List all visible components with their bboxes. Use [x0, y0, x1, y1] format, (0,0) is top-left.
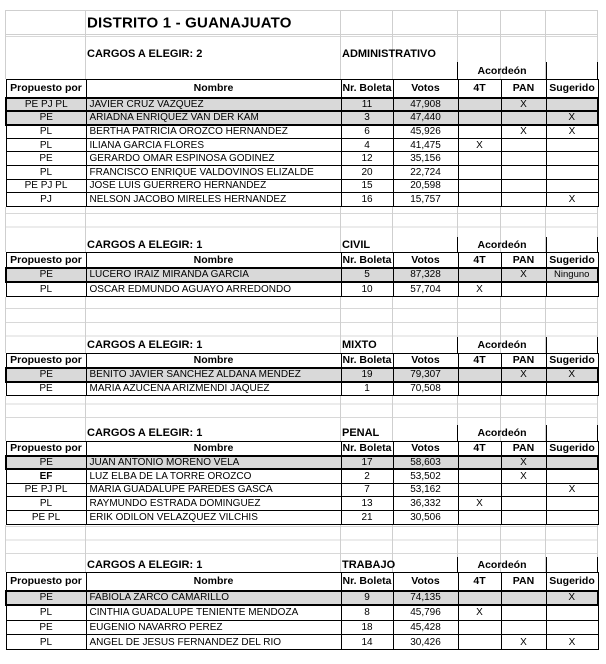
cell-nombre[interactable]: OSCAR EDMUNDO AGUAYO ARREDONDO — [86, 282, 341, 297]
header-row — [6, 354, 598, 368]
column-header-propuesto-por[interactable]: Propuesto por — [6, 253, 86, 268]
cell-propuesto-por[interactable]: PL — [6, 605, 86, 620]
cell-votos[interactable]: 22,724 — [393, 165, 458, 179]
column-header-nr-boleta[interactable]: Nr. Boleta — [341, 573, 393, 591]
cell-nombre[interactable]: JUAN ANTONIO MORENO VELA — [86, 456, 341, 470]
cell-votos[interactable]: 20,598 — [393, 179, 458, 193]
cell-propuesto-por[interactable]: PE — [6, 111, 86, 125]
section-title-row — [5, 557, 598, 572]
cell-pan[interactable]: X — [501, 456, 546, 470]
cell-propuesto-por[interactable]: PE — [6, 368, 86, 382]
header-row — [6, 80, 598, 98]
cell-nombre[interactable]: RAYMUNDO ESTRADA DOMINGUEZ — [86, 497, 341, 511]
section-table — [5, 252, 599, 297]
cell-pan[interactable] — [501, 382, 546, 396]
cell-nr-boleta[interactable]: 13 — [341, 497, 393, 511]
acordeon-header: Acordeón — [457, 425, 547, 441]
cell-pan[interactable]: X — [501, 98, 546, 112]
cell-votos[interactable]: 47,908 — [393, 98, 458, 112]
cell-nr-boleta[interactable]: 2 — [341, 469, 393, 483]
cell-nombre[interactable]: ARIADNA ENRIQUEZ VAN DER KAM — [86, 111, 341, 125]
column-header-votos[interactable]: Votos — [393, 253, 458, 268]
cell-sugerido[interactable] — [546, 98, 598, 112]
column-header-nr-boleta[interactable]: Nr. Boleta — [342, 253, 392, 266]
cell-sugerido[interactable]: X — [546, 635, 598, 650]
cell-propuesto-por[interactable]: PE PJ PL — [6, 483, 86, 497]
cell-nombre[interactable]: ERIK ODILON VELAZQUEZ VILCHIS — [86, 511, 341, 525]
column-header-nombre[interactable]: Nombre — [86, 80, 341, 98]
cell-4t[interactable] — [458, 125, 501, 139]
candidate-row — [6, 138, 598, 152]
cell-nr-boleta[interactable]: 1 — [341, 382, 393, 396]
cell-nombre[interactable]: ANGEL DE JESUS FERNANDEZ DEL RIO — [86, 635, 341, 650]
cell-4t[interactable]: X — [458, 282, 501, 297]
section-category-label: TRABAJO — [342, 558, 396, 571]
section-title-row — [5, 425, 598, 441]
cargos-a-elegir-label: CARGOS A ELEGIR: 1 — [87, 339, 203, 351]
cell-nombre[interactable]: NELSON JACOBO MIRELES HERNANDEZ — [86, 193, 341, 207]
cell-sugerido[interactable]: Ninguno — [546, 268, 598, 283]
section-table — [5, 441, 599, 525]
candidate-row — [6, 179, 598, 193]
cell-4t[interactable] — [458, 382, 501, 396]
candidate-row — [6, 165, 598, 179]
sheet-title: DISTRITO 1 - GUANAJUATO — [87, 14, 292, 31]
cell-propuesto-por[interactable]: EF — [6, 469, 86, 483]
cell-nr-boleta[interactable]: 17 — [341, 456, 393, 470]
cargos-a-elegir-label: CARGOS A ELEGIR: 1 — [87, 238, 203, 251]
cell-pan[interactable] — [501, 152, 546, 166]
cell-nr-boleta[interactable]: 9 — [341, 591, 393, 606]
cell-pan[interactable] — [501, 497, 546, 511]
cell-nombre[interactable]: BERTHA PATRICIA OROZCO HERNANDEZ — [86, 125, 341, 139]
cell-nr-boleta[interactable]: 12 — [341, 152, 393, 166]
cell-votos[interactable]: 58,603 — [393, 456, 458, 470]
cell-nombre[interactable]: ILIANA GARCIA FLORES — [86, 138, 341, 152]
column-header-4t[interactable]: 4T — [458, 442, 501, 456]
cell-votos[interactable]: 87,328 — [393, 268, 458, 283]
cell-propuesto-por[interactable]: PL — [6, 497, 86, 511]
cell-propuesto-por[interactable]: PL — [6, 138, 86, 152]
column-header-pan[interactable]: PAN — [501, 80, 546, 98]
cell-votos[interactable]: 47,440 — [393, 111, 458, 125]
column-header-votos[interactable]: Votos — [393, 573, 458, 591]
section-table — [5, 353, 599, 396]
candidate-row — [6, 98, 598, 112]
cell-4t[interactable] — [458, 591, 501, 606]
candidate-row — [6, 483, 598, 497]
cell-votos[interactable]: 79,307 — [393, 368, 458, 382]
cell-sugerido[interactable] — [546, 620, 598, 635]
cell-propuesto-por[interactable]: PE PJ PL — [6, 179, 86, 193]
column-header-nr-boleta[interactable]: Nr. Boleta — [342, 354, 392, 367]
cell-4t[interactable] — [458, 368, 501, 382]
cell-propuesto-por[interactable]: PE — [6, 456, 86, 470]
cell-nombre[interactable]: MARIA GUADALUPE PAREDES GASCA — [86, 483, 341, 497]
cell-votos[interactable]: 45,926 — [393, 125, 458, 139]
cell-votos[interactable]: 35,156 — [393, 152, 458, 166]
column-header-pan[interactable]: PAN — [501, 442, 546, 456]
cell-4t[interactable] — [458, 179, 501, 193]
section-category-label: MIXTO — [342, 339, 377, 351]
candidate-row — [6, 152, 598, 166]
cell-propuesto-por[interactable]: PL — [6, 165, 86, 179]
column-header-propuesto-por[interactable]: Propuesto por — [6, 573, 86, 591]
column-header-4t[interactable]: 4T — [458, 573, 501, 591]
cell-pan[interactable] — [501, 483, 546, 497]
cell-4t[interactable] — [458, 268, 501, 283]
cell-4t[interactable]: X — [458, 605, 501, 620]
cell-propuesto-por[interactable]: PE PL — [6, 511, 86, 525]
acordeon-header: Acordeón — [457, 557, 547, 572]
column-header-nr-boleta[interactable]: Nr. Boleta — [341, 80, 393, 98]
cell-votos[interactable]: 70,508 — [393, 382, 458, 396]
cell-4t[interactable] — [458, 635, 501, 650]
cell-4t[interactable] — [458, 165, 501, 179]
column-header-votos[interactable]: Votos — [393, 80, 458, 98]
candidate-row — [6, 511, 598, 525]
cell-votos[interactable]: 74,135 — [393, 591, 458, 606]
column-header-4t[interactable]: 4T — [458, 253, 501, 268]
cell-propuesto-por[interactable]: PJ — [6, 193, 86, 207]
cell-nr-boleta[interactable]: 3 — [341, 111, 393, 125]
cell-nr-boleta[interactable]: 18 — [341, 620, 393, 635]
candidate-row — [6, 635, 598, 650]
cell-4t[interactable] — [458, 152, 501, 166]
cell-propuesto-por[interactable]: PE — [6, 268, 86, 283]
cell-pan[interactable] — [501, 138, 546, 152]
column-header-pan[interactable]: PAN — [501, 253, 546, 268]
cell-votos[interactable]: 53,502 — [393, 469, 458, 483]
cell-propuesto-por[interactable]: PE PJ PL — [6, 98, 86, 112]
column-header-propuesto-por[interactable]: Propuesto por — [6, 80, 86, 98]
cell-nombre[interactable]: FRANCISCO ENRIQUE VALDOVINOS ELIZALDE — [86, 165, 341, 179]
column-header-nr-boleta[interactable]: Nr. Boleta — [342, 442, 392, 455]
cell-4t[interactable]: X — [458, 138, 501, 152]
candidate-row — [6, 111, 598, 125]
cell-pan[interactable]: X — [501, 268, 546, 283]
cell-pan[interactable]: X — [501, 635, 546, 650]
cell-sugerido[interactable]: X — [546, 483, 598, 497]
cell-4t[interactable] — [458, 469, 501, 483]
cell-propuesto-por[interactable]: PL — [6, 282, 86, 297]
cell-nombre[interactable]: LUZ ELBA DE LA TORRE OROZCO — [86, 469, 341, 483]
cell-nombre[interactable]: MARIA AZUCENA ARIZMENDI JAQUEZ — [86, 382, 341, 396]
section-title-row — [5, 337, 598, 353]
cell-nr-boleta[interactable]: 20 — [341, 165, 393, 179]
cell-pan[interactable]: X — [501, 368, 546, 382]
cell-sugerido[interactable]: X — [546, 125, 598, 139]
cell-sugerido[interactable] — [546, 382, 598, 396]
cell-4t[interactable] — [458, 111, 501, 125]
column-header-nombre[interactable]: Nombre — [86, 573, 341, 591]
cell-nombre[interactable]: BENITO JAVIER SANCHEZ ALDANA MENDEZ — [86, 368, 341, 382]
sugerido-box — [545, 425, 598, 441]
column-header-nombre[interactable]: Nombre — [86, 354, 341, 368]
section-table — [5, 79, 599, 207]
cell-sugerido[interactable]: X — [546, 193, 598, 207]
cell-votos[interactable]: 36,332 — [393, 497, 458, 511]
column-header-sugerido[interactable]: Sugerido — [546, 573, 598, 591]
column-header-pan[interactable]: PAN — [501, 573, 546, 591]
cargos-a-elegir-label: CARGOS A ELEGIR: 1 — [87, 427, 203, 439]
cell-4t[interactable] — [458, 511, 501, 525]
cell-nr-boleta[interactable]: 8 — [341, 605, 393, 620]
column-header-4t[interactable]: 4T — [458, 354, 501, 368]
cell-nombre[interactable]: LUCERO IRAIZ MIRANDA GARCIA — [86, 268, 341, 283]
cell-pan[interactable] — [501, 111, 546, 125]
column-header-propuesto-por[interactable]: Propuesto por — [6, 354, 86, 368]
column-header-4t[interactable]: 4T — [458, 80, 501, 98]
cell-propuesto-por[interactable]: PL — [6, 635, 86, 650]
cargos-a-elegir-label: CARGOS A ELEGIR: 1 — [87, 558, 203, 571]
cell-nr-boleta[interactable]: 16 — [341, 193, 393, 207]
cell-propuesto-por[interactable]: PE — [6, 591, 86, 606]
candidate-row — [6, 469, 598, 483]
cell-propuesto-por[interactable]: PL — [6, 125, 86, 139]
column-header-nombre[interactable]: Nombre — [86, 442, 341, 456]
cell-pan[interactable]: X — [501, 469, 546, 483]
candidate-row — [6, 382, 598, 396]
acordeon-row — [5, 62, 598, 79]
column-header-votos[interactable]: Votos — [393, 354, 458, 368]
column-header-sugerido[interactable]: Sugerido — [546, 354, 598, 368]
cell-nombre[interactable]: EUGENIO NAVARRO PEREZ — [86, 620, 341, 635]
candidate-row — [6, 456, 598, 470]
column-header-propuesto-por[interactable]: Propuesto por — [6, 442, 86, 456]
cell-pan[interactable]: X — [501, 125, 546, 139]
candidate-row — [6, 497, 598, 511]
cell-propuesto-por[interactable]: PE — [6, 620, 86, 635]
cell-sugerido[interactable]: X — [546, 368, 598, 382]
cell-sugerido[interactable]: X — [546, 591, 598, 606]
cell-sugerido[interactable] — [546, 152, 598, 166]
cell-sugerido[interactable] — [546, 497, 598, 511]
cell-pan[interactable] — [501, 165, 546, 179]
cell-nr-boleta[interactable]: 5 — [341, 268, 393, 283]
candidate-row — [6, 125, 598, 139]
cell-sugerido[interactable] — [546, 469, 598, 483]
sugerido-box — [545, 237, 598, 252]
cell-votos[interactable]: 30,506 — [393, 511, 458, 525]
cell-pan[interactable] — [501, 511, 546, 525]
cell-4t[interactable] — [458, 193, 501, 207]
column-header-nombre[interactable]: Nombre — [86, 253, 341, 268]
candidate-row — [6, 193, 598, 207]
section-title-row — [5, 46, 598, 63]
column-header-votos[interactable]: Votos — [393, 442, 458, 456]
cell-nombre[interactable]: JOSE LUIS GUERRERO HERNANDEZ — [86, 179, 341, 193]
cell-votos[interactable]: 30,426 — [393, 635, 458, 650]
cell-4t[interactable] — [458, 456, 501, 470]
sugerido-box — [545, 62, 598, 79]
cell-nombre[interactable]: GERARDO OMAR ESPINOSA GODINEZ — [86, 152, 341, 166]
acordeon-header: Acordeón — [457, 237, 547, 252]
sugerido-box — [545, 337, 598, 353]
cell-nr-boleta[interactable]: 14 — [341, 635, 393, 650]
cell-nr-boleta[interactable]: 11 — [341, 98, 393, 112]
cell-nr-boleta[interactable]: 19 — [341, 368, 393, 382]
cell-sugerido[interactable] — [546, 179, 598, 193]
cell-sugerido[interactable] — [546, 165, 598, 179]
candidate-row — [6, 620, 598, 635]
cell-sugerido[interactable] — [546, 138, 598, 152]
cell-nombre[interactable]: FABIOLA ZARCO CAMARILLO — [86, 591, 341, 606]
cell-propuesto-por[interactable]: PE — [6, 382, 86, 396]
cell-votos[interactable]: 45,796 — [393, 605, 458, 620]
candidate-row — [6, 605, 598, 620]
cell-sugerido[interactable] — [546, 605, 598, 620]
cell-nr-boleta[interactable]: 7 — [341, 483, 393, 497]
header-row — [6, 442, 598, 456]
cell-4t[interactable] — [458, 98, 501, 112]
section-category-label: PENAL — [342, 427, 380, 439]
cell-votos[interactable]: 41,475 — [393, 138, 458, 152]
cell-nombre[interactable]: JAVIER CRUZ VAZQUEZ — [86, 98, 341, 112]
cell-pan[interactable] — [501, 193, 546, 207]
acordeon-header: Acordeón — [457, 337, 547, 353]
cell-sugerido[interactable] — [546, 511, 598, 525]
cell-pan[interactable] — [501, 620, 546, 635]
sheet-title-row — [5, 10, 598, 35]
cell-pan[interactable] — [501, 605, 546, 620]
cell-nr-boleta[interactable]: 4 — [341, 138, 393, 152]
cell-nr-boleta[interactable]: 10 — [341, 282, 393, 297]
candidate-row — [6, 268, 598, 283]
cell-4t[interactable]: X — [458, 497, 501, 511]
section-title-row — [5, 237, 598, 252]
cell-pan[interactable] — [501, 179, 546, 193]
cell-propuesto-por[interactable]: PE — [6, 152, 86, 166]
cell-4t[interactable] — [458, 620, 501, 635]
column-header-sugerido[interactable]: Sugerido — [546, 442, 598, 456]
cell-pan[interactable] — [501, 282, 546, 297]
section-table — [5, 572, 599, 650]
cell-pan[interactable] — [501, 591, 546, 606]
candidate-row — [6, 591, 598, 606]
cell-sugerido[interactable] — [546, 456, 598, 470]
sugerido-box — [545, 557, 598, 572]
acordeon-header: Acordeón — [457, 62, 547, 79]
cell-votos[interactable]: 45,428 — [393, 620, 458, 635]
section-category-label: CIVIL — [342, 238, 371, 251]
cell-nr-boleta[interactable]: 6 — [341, 125, 393, 139]
cell-nr-boleta[interactable]: 15 — [341, 179, 393, 193]
column-header-sugerido[interactable]: Sugerido — [546, 80, 598, 98]
cargos-a-elegir-label: CARGOS A ELEGIR: 2 — [87, 48, 203, 60]
cell-sugerido[interactable] — [546, 282, 598, 297]
cell-nombre[interactable]: CINTHIA GUADALUPE TENIENTE MENDOZA — [86, 605, 341, 620]
candidate-row — [6, 282, 598, 297]
cell-sugerido[interactable]: X — [546, 111, 598, 125]
cell-nr-boleta[interactable]: 21 — [341, 511, 393, 525]
cell-votos[interactable]: 57,704 — [393, 282, 458, 297]
header-row — [6, 253, 598, 268]
cell-4t[interactable] — [458, 483, 501, 497]
column-header-pan[interactable]: PAN — [501, 354, 546, 368]
candidate-row — [6, 368, 598, 382]
column-header-sugerido[interactable]: Sugerido — [546, 253, 598, 268]
section-category-label: ADMINISTRATIVO — [342, 48, 436, 60]
header-row — [6, 573, 598, 591]
cell-votos[interactable]: 15,757 — [393, 193, 458, 207]
cell-votos[interactable]: 53,162 — [393, 483, 458, 497]
